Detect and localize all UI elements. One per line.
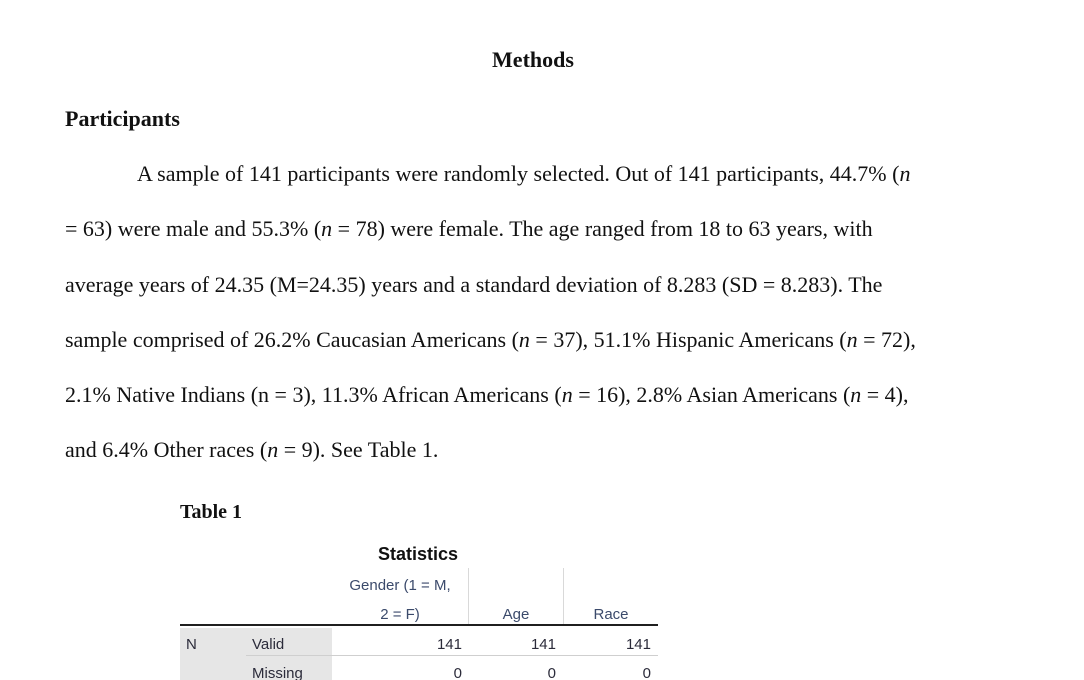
italic-n: n <box>846 327 858 352</box>
cell-missing-gender: 0 <box>453 665 462 680</box>
text-run: = 9). See Table 1. <box>278 437 439 462</box>
text-run: sample comprised of 26.2% Caucasian Americans ( <box>65 327 519 352</box>
italic-n: n <box>267 437 279 462</box>
cell-missing-age: 0 <box>547 665 556 680</box>
italic-n: n <box>899 161 911 186</box>
text-run: = 4), <box>861 382 909 407</box>
italic-n: n <box>321 216 333 241</box>
column-header-race: Race <box>593 606 629 623</box>
text-run: A sample of 141 participants were randomly selected. Out of 141 participants, 44.7% ( <box>137 161 900 186</box>
cell-valid-age: 141 <box>530 636 556 653</box>
cell-valid-gender: 141 <box>436 636 462 653</box>
paragraph-line-6 <box>65 436 438 464</box>
text-run: = 16), 2.8% Asian Americans ( <box>572 382 851 407</box>
italic-n: n <box>518 327 530 352</box>
text-run: = 78) were female. The age ranged from 18 to 63 years, with <box>332 216 873 241</box>
document-title: Methods <box>492 47 574 72</box>
italic-n: n <box>561 382 573 407</box>
paragraph-line-1 <box>137 160 910 188</box>
italic-n: n <box>850 382 862 407</box>
text-run: average years of 24.35 (M=24.35) years and a standard deviation of 8.283 (SD = 8.283). The <box>65 272 883 297</box>
statistics-table-title: Statistics <box>377 544 459 564</box>
column-header-gender-line2: 2 = F) <box>380 606 420 623</box>
cell-valid-race: 141 <box>625 636 651 653</box>
paragraph-line-4 <box>65 326 916 354</box>
paragraph-line-3 <box>65 271 882 299</box>
text-run: = 37), 51.1% Hispanic Americans ( <box>529 327 847 352</box>
row-label-missing: Missing <box>252 665 303 680</box>
section-heading: Participants <box>65 106 180 131</box>
text-run: = 63) were male and 55.3% ( <box>65 216 322 241</box>
row-group-label: N <box>186 636 197 653</box>
header-rule <box>180 624 658 626</box>
text-run: = 72), <box>857 327 916 352</box>
cell-missing-race: 0 <box>642 665 651 680</box>
column-header-age: Age <box>502 606 530 623</box>
paragraph-line-2 <box>65 215 873 243</box>
paragraph-line-5 <box>65 381 909 409</box>
table-label: Table 1 <box>180 501 243 523</box>
row-divider <box>246 655 658 656</box>
text-run: and 6.4% Other races ( <box>65 437 268 462</box>
column-header-gender-line1: Gender (1 = M, <box>349 577 451 594</box>
text-run: 2.1% Native Indians (n = 3), 11.3% African Americans ( <box>65 382 562 407</box>
row-label-valid: Valid <box>252 636 285 653</box>
